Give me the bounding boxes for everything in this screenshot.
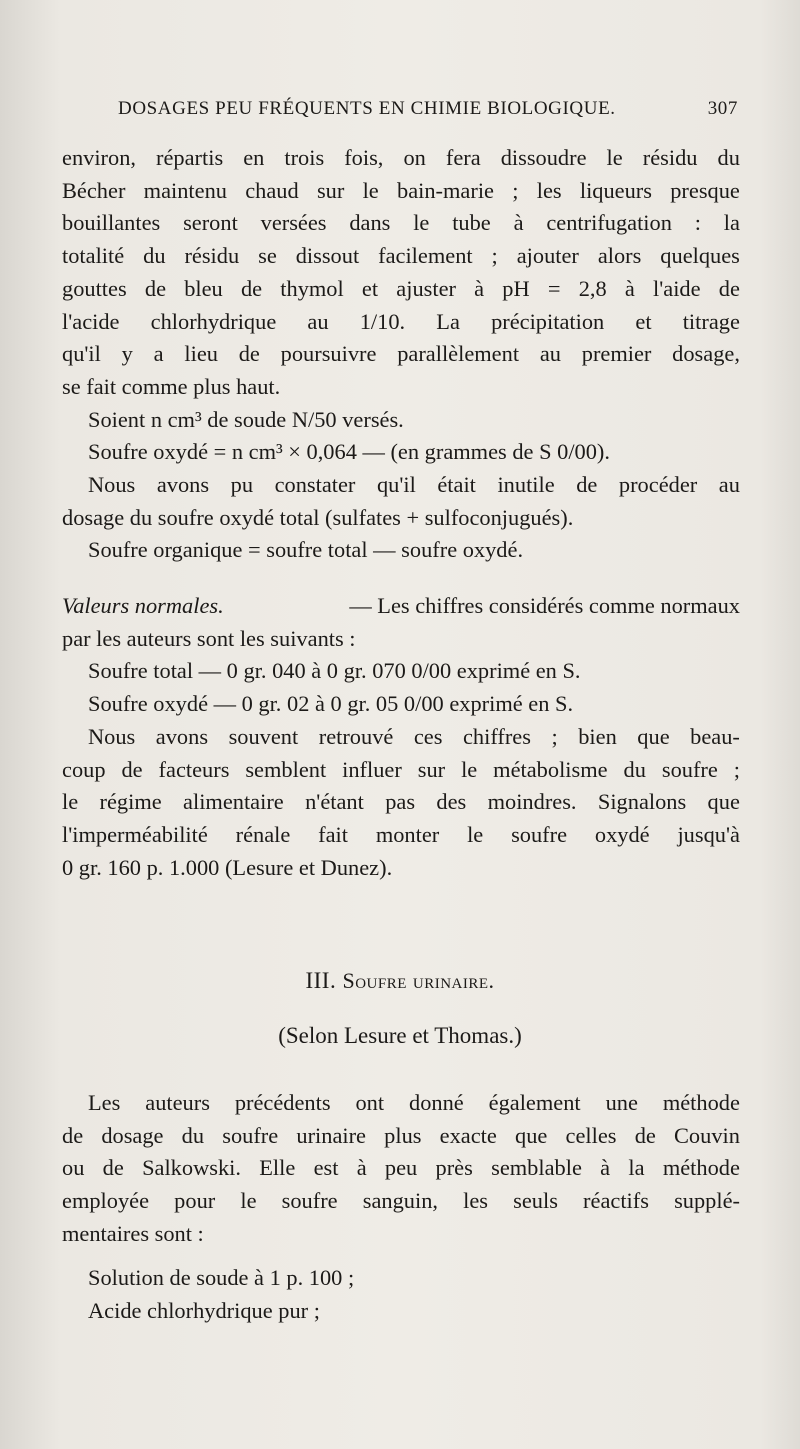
text-line: 0 gr. 160 p. 1.000 (Lesure et Dunez). <box>62 854 393 880</box>
word: fois, <box>344 145 384 170</box>
word: La <box>436 308 460 334</box>
text-line <box>62 754 740 787</box>
word: au <box>539 341 561 367</box>
word: inutile <box>497 472 555 498</box>
word: pu <box>230 472 254 498</box>
word: réactifs <box>583 1188 649 1214</box>
word: bleu <box>184 275 223 301</box>
word: qu'il <box>62 341 101 367</box>
word: chiffres <box>462 723 531 749</box>
word: facilement <box>378 243 473 269</box>
word: sur <box>316 177 345 203</box>
word: au <box>307 308 329 334</box>
text-line: dosage du soufre oxydé total (sulfates + sulfoconjugués). <box>62 504 574 530</box>
word: et <box>361 275 379 301</box>
word: poursuivre <box>280 341 377 367</box>
word: pour <box>174 1188 216 1214</box>
word: thymol <box>280 275 344 301</box>
word: exacte <box>439 1122 497 1148</box>
word: à <box>624 275 635 301</box>
word: gouttes <box>62 275 127 301</box>
word: du <box>717 145 740 170</box>
word: le <box>362 177 379 203</box>
word: bien <box>578 723 617 749</box>
word: moindres. <box>487 789 577 815</box>
text-line: Soient n cm³ de soude N/50 versés. <box>88 406 404 432</box>
reagent-item: Solution de soude à 1 p. 100 ; <box>88 1265 355 1290</box>
word: ajouter <box>516 243 579 269</box>
word: bouillantes <box>62 210 161 236</box>
word: oxydé <box>594 821 650 847</box>
word: l'aide <box>653 275 701 301</box>
soufre-total-line: Soufre total — 0 gr. 040 à 0 gr. 070 0/00 exprimé en S. <box>88 658 581 684</box>
text-line <box>62 240 740 273</box>
word: retrouvé <box>318 723 394 749</box>
word: seuls <box>513 1188 558 1214</box>
word: méthode <box>662 1155 740 1181</box>
word: du <box>623 756 646 782</box>
word: avons <box>155 723 209 749</box>
word: 2,8 <box>578 275 607 301</box>
text-line <box>62 175 740 208</box>
text-line <box>62 142 740 175</box>
word: répartis <box>156 145 224 170</box>
word: pH <box>502 275 530 301</box>
valeurs-normales-section <box>62 590 740 884</box>
word: méthode <box>662 1090 740 1115</box>
word: seront <box>183 210 238 236</box>
word: résidu <box>184 243 240 269</box>
valeurs-label: Valeurs normales. <box>62 593 224 618</box>
word: en <box>243 145 265 170</box>
word: sanguin, <box>362 1188 438 1214</box>
word: rénale <box>235 821 291 847</box>
word: Bécher <box>62 177 126 203</box>
text-line <box>62 469 740 502</box>
word: y <box>121 341 133 367</box>
word: est <box>313 1155 339 1181</box>
word: ; <box>491 243 498 269</box>
section-title: Soufre urinaire. <box>342 968 495 993</box>
word: constater <box>274 472 356 498</box>
word: à <box>513 210 524 236</box>
word: soufre <box>222 1122 279 1148</box>
word: que <box>707 789 740 815</box>
word: dosage <box>101 1122 164 1148</box>
word: alimentaire <box>183 789 284 815</box>
word: supplé- <box>674 1188 740 1214</box>
word: bain-marie <box>397 177 494 203</box>
word: l'acide <box>62 308 120 334</box>
word: totalité <box>62 243 125 269</box>
word: le <box>606 145 623 170</box>
word: Salkowski. <box>142 1155 241 1181</box>
word: maintenu <box>143 177 227 203</box>
word: ajuster <box>396 275 456 301</box>
word: qu'il <box>376 472 416 498</box>
word: sur <box>417 756 446 782</box>
word: a <box>153 341 164 367</box>
word: soufre <box>511 821 568 847</box>
word: le <box>461 756 478 782</box>
word: et <box>635 308 652 334</box>
word: le <box>467 821 484 847</box>
word: auteurs <box>145 1090 210 1115</box>
body-text-lower <box>62 1087 740 1251</box>
word: dans <box>349 210 391 236</box>
word: le <box>413 210 430 236</box>
word: du <box>143 243 166 269</box>
text-line <box>62 590 740 623</box>
word: plus <box>384 1122 422 1148</box>
section-number: III. <box>305 968 337 993</box>
word: parallèlement <box>397 341 520 367</box>
text-line <box>62 273 740 306</box>
word: de <box>718 275 740 301</box>
text-line <box>62 819 740 852</box>
text-line: Soufre organique = soufre total — soufre oxydé. <box>88 537 524 563</box>
word: des <box>436 789 467 815</box>
word: était <box>437 472 476 498</box>
word: également <box>488 1090 581 1115</box>
section-subtitle: (Selon Lesure et Thomas.) <box>278 1023 522 1048</box>
word: dissout <box>295 243 360 269</box>
text-line <box>62 1120 740 1153</box>
word: de <box>634 1122 656 1148</box>
word: trois <box>284 145 325 170</box>
reagent-item: Acide chlorhydrique pur ; <box>88 1297 320 1323</box>
text-line: mentaires sont : <box>62 1220 204 1246</box>
word: de <box>62 1122 84 1148</box>
word: ; <box>551 723 558 749</box>
text-line: Soufre oxydé = n cm³ × 0,064 — (en grammes de S 0/00). <box>88 439 610 465</box>
word: que <box>515 1122 548 1148</box>
text-line <box>62 1087 740 1120</box>
word: souvent <box>228 723 299 749</box>
word: à <box>474 275 485 301</box>
text-line: par les auteurs sont les suivants : <box>62 625 356 651</box>
word: fait <box>318 821 348 847</box>
word: la <box>628 1155 645 1181</box>
text-line <box>62 721 740 754</box>
word: versées <box>260 210 327 236</box>
word: alors <box>597 243 642 269</box>
word: environ, <box>62 145 136 170</box>
word: Nous <box>88 472 136 498</box>
word: les <box>463 1188 488 1214</box>
word: = <box>547 275 561 301</box>
running-header <box>118 98 738 120</box>
word: l'imperméabilité <box>62 821 208 847</box>
reagents-list <box>62 1262 740 1327</box>
word: soufre <box>281 1188 338 1214</box>
word: jusqu'à <box>677 821 740 847</box>
word: une <box>605 1090 638 1115</box>
word: procéder <box>618 472 698 498</box>
word: résidu <box>642 145 698 170</box>
word: les <box>536 177 562 203</box>
body-text-upper <box>62 142 740 567</box>
word: centrifugation <box>546 210 672 236</box>
word: tube <box>452 210 491 236</box>
word: ont <box>355 1090 385 1115</box>
word: beau- <box>690 723 740 749</box>
word: métabolisme <box>493 756 608 782</box>
word: précédents <box>234 1090 331 1115</box>
word: influer <box>342 756 402 782</box>
word: fera <box>445 145 481 170</box>
word: Elle <box>259 1155 296 1181</box>
word: ; <box>733 756 740 782</box>
word: ou <box>62 1155 85 1181</box>
word: urinaire <box>296 1122 366 1148</box>
word: ces <box>413 723 443 749</box>
word: à <box>356 1155 367 1181</box>
word: chlorhydrique <box>150 308 277 334</box>
text-line <box>62 1185 740 1218</box>
word: lieu <box>184 341 218 367</box>
word: celles <box>565 1122 617 1148</box>
word: ; <box>512 177 519 203</box>
word: facteurs <box>158 756 230 782</box>
page-number: 307 <box>707 98 738 119</box>
word: dissoudre <box>500 145 587 170</box>
text-line <box>62 1152 740 1185</box>
word: le <box>62 789 79 815</box>
valeurs-line1-rest: — Les chiffres considérés comme normaux <box>349 593 740 618</box>
word: donné <box>409 1090 464 1115</box>
running-title: DOSAGES PEU FRÉQUENTS EN CHIMIE BIOLOGIQUE. <box>118 98 616 119</box>
word: soufre <box>661 756 718 782</box>
text-line: se fait comme plus haut. <box>62 373 281 399</box>
word: premier <box>581 341 652 367</box>
word: liqueurs <box>579 177 652 203</box>
word: le <box>240 1188 257 1214</box>
word: la <box>723 210 740 236</box>
text-line <box>62 306 740 339</box>
word: dosage, <box>672 341 740 367</box>
soufre-oxyde-line: Soufre oxydé — 0 gr. 02 à 0 gr. 05 0/00 exprimé en S. <box>88 691 574 717</box>
word: avons <box>156 472 210 498</box>
word: Les <box>88 1090 121 1115</box>
word: employée <box>62 1188 150 1214</box>
word: semblable <box>491 1155 582 1181</box>
word: de <box>102 1155 124 1181</box>
word: 1/10. <box>359 308 406 334</box>
word: chaud <box>245 177 299 203</box>
word: monter <box>375 821 440 847</box>
word: précipitation <box>491 308 605 334</box>
word: de <box>576 472 598 498</box>
word: coup <box>62 756 106 782</box>
text-line <box>62 338 740 371</box>
word: se <box>258 243 277 269</box>
word: titrage <box>682 308 740 334</box>
word: semblent <box>245 756 327 782</box>
word: n'étant <box>305 789 364 815</box>
word: de <box>121 756 143 782</box>
section-heading <box>0 968 800 994</box>
word: du <box>181 1122 205 1148</box>
word: : <box>694 210 701 236</box>
word: de <box>144 275 167 301</box>
word: près <box>435 1155 473 1181</box>
word: au <box>718 472 740 498</box>
text-line <box>62 207 740 240</box>
word: on <box>403 145 426 170</box>
word: Nous <box>88 723 136 749</box>
word: Couvin <box>674 1122 740 1148</box>
word: quelques <box>660 243 740 269</box>
word: régime <box>99 789 162 815</box>
word: pas <box>385 789 416 815</box>
word: Signalons <box>597 789 687 815</box>
word: peu <box>384 1155 418 1181</box>
word: à <box>600 1155 611 1181</box>
text-line <box>62 786 740 819</box>
word: presque <box>670 177 740 203</box>
word: que <box>637 723 670 749</box>
word: de <box>238 341 260 367</box>
word: de <box>240 275 263 301</box>
